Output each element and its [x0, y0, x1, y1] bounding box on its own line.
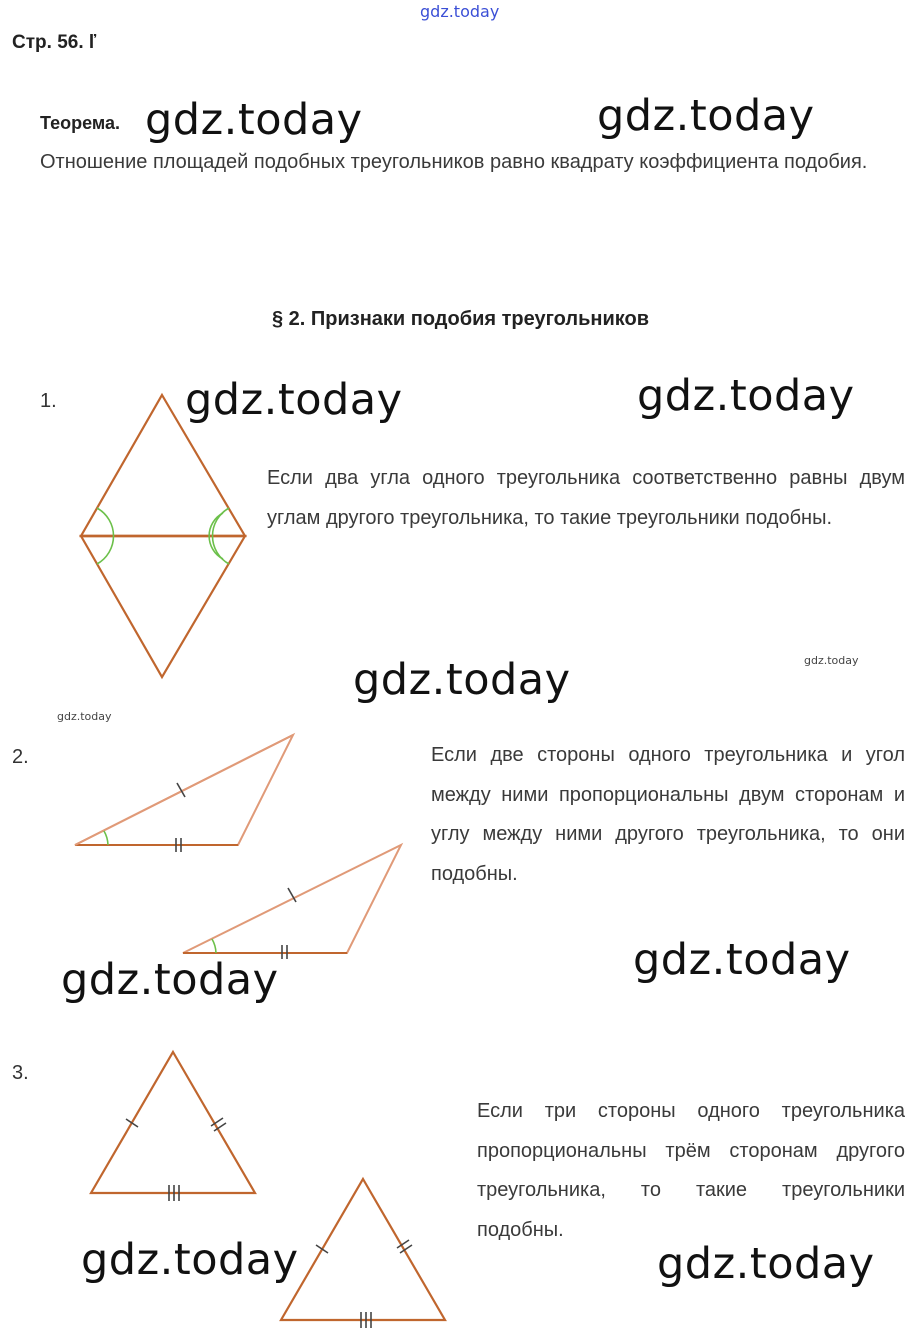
watermark: gdz.today [657, 1239, 875, 1289]
fig3-tick-2a [316, 1245, 328, 1253]
criterion-1-number: 1. [40, 390, 57, 412]
watermark: gdz.today [637, 371, 855, 421]
watermark-top: gdz.today [420, 2, 500, 21]
fig3-tick-1a [126, 1119, 138, 1127]
page-reference: Стр. 56. ľ [12, 32, 97, 53]
fig3-triangle-1 [91, 1052, 255, 1193]
watermark: gdz.today [145, 95, 363, 145]
section-title: § 2. Признаки подобия треугольников [271, 308, 650, 330]
fig3-triangle-2 [281, 1179, 445, 1320]
figure-1-two-angles [81, 395, 245, 677]
watermark-small: gdz.today [804, 654, 859, 667]
watermark: gdz.today [597, 91, 815, 141]
watermark: gdz.today [353, 655, 571, 705]
watermark: gdz.today [81, 1235, 299, 1285]
fig2-angle-arc-2 [212, 939, 216, 953]
figure-3-sss [91, 1052, 445, 1328]
criterion-1-text: Если два угла одного треугольника соответственно равны двум углам другого треугольника, то такие треугольники подобны. [267, 467, 905, 529]
figure-2-sas [75, 735, 401, 959]
watermark: gdz.today [633, 935, 851, 985]
criterion-2-text: Если две стороны одного треугольника и угол между ними пропорциональны двум сторонам и углу между ними другого треугольника, то они подобны. [431, 744, 905, 885]
watermark-small: gdz.today [57, 710, 112, 723]
theorem-text: Отношение площадей подобных треугольников равно квадрату коэффициента подобия. [40, 151, 868, 173]
criterion-3-number: 3. [12, 1062, 29, 1084]
theorem-label: Теорема. [40, 113, 120, 133]
fig2-angle-arc-1 [104, 831, 108, 845]
watermark: gdz.today [185, 375, 403, 425]
criterion-2-number: 2. [12, 746, 29, 768]
criterion-3-text: Если три стороны одного треугольника пропорциональны трём сторонам другого треугольника, то такие треугольники подобны. [477, 1100, 905, 1241]
fig2-triangle-2 [183, 845, 401, 953]
watermark: gdz.today [61, 955, 279, 1005]
